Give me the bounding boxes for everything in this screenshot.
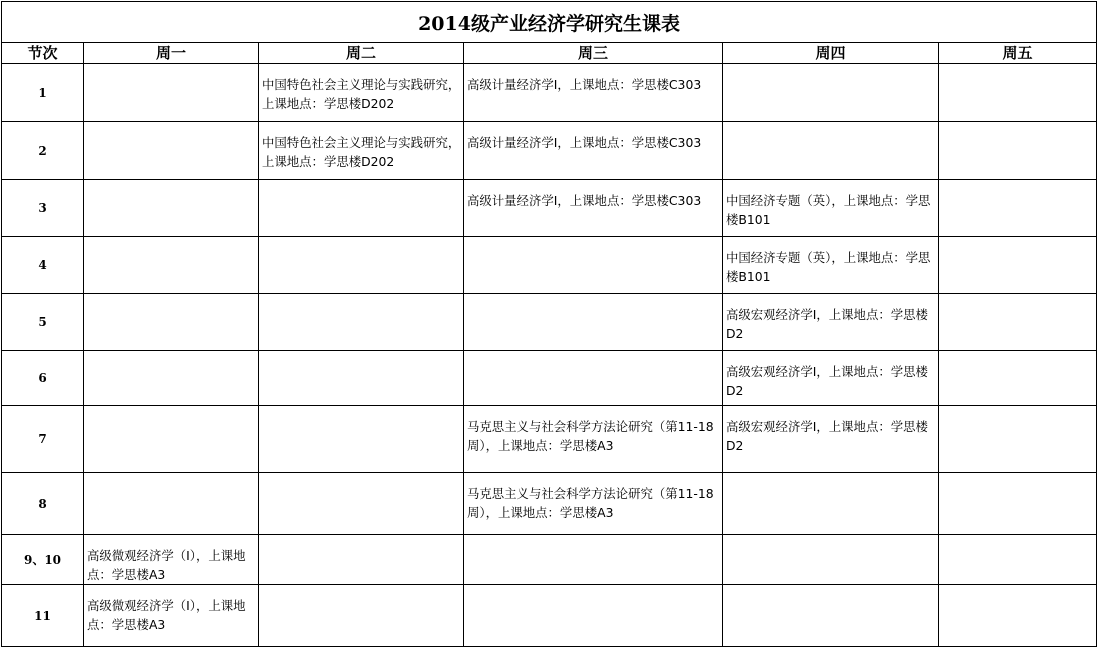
table-row (2, 294, 1097, 351)
course-cell-wednesday[interactable] (464, 64, 723, 122)
course-cell-tuesday[interactable] (259, 535, 464, 585)
course-cell-thursday[interactable] (723, 351, 939, 406)
course-text (939, 535, 1096, 546)
table-row (2, 585, 1097, 647)
course-cell-monday[interactable] (84, 180, 259, 237)
course-cell-wednesday[interactable] (464, 122, 723, 180)
course-text (939, 122, 1096, 133)
course-cell-tuesday[interactable] (259, 64, 464, 122)
course-cell-wednesday[interactable] (464, 473, 723, 535)
course-cell-monday[interactable] (84, 122, 259, 180)
period-cell[interactable]: 2 (2, 122, 84, 180)
course-cell-monday[interactable] (84, 351, 259, 406)
period-cell[interactable]: 3 (2, 180, 84, 237)
course-text (723, 473, 938, 484)
course-text: 高级计量经济学I，上课地点：学思楼C303 (467, 193, 702, 208)
course-cell-wednesday[interactable] (464, 351, 723, 406)
period-cell[interactable]: 5 (2, 294, 84, 351)
course-text (84, 180, 258, 191)
course-text (939, 237, 1096, 248)
course-cell-monday[interactable] (84, 406, 259, 473)
period-cell[interactable]: 4 (2, 237, 84, 294)
course-cell-friday[interactable] (939, 122, 1097, 180)
header-row (2, 43, 1097, 64)
course-text: 高级宏观经济学I，上课地点：学思楼D2 (726, 419, 928, 453)
course-text (723, 64, 938, 75)
course-text (84, 473, 258, 484)
course-cell-friday[interactable] (939, 406, 1097, 473)
course-cell-wednesday[interactable] (464, 406, 723, 473)
course-text (259, 180, 463, 191)
course-cell-wednesday[interactable] (464, 535, 723, 585)
table-row (2, 473, 1097, 535)
course-text: 马克思主义与社会科学方法论研究（第11-18周），上课地点：学思楼A3 (467, 486, 714, 520)
course-cell-friday[interactable] (939, 237, 1097, 294)
course-cell-thursday[interactable] (723, 406, 939, 473)
course-cell-monday[interactable] (84, 535, 259, 585)
course-cell-monday[interactable] (84, 294, 259, 351)
course-text (464, 237, 722, 248)
course-cell-friday[interactable] (939, 351, 1097, 406)
course-cell-thursday[interactable] (723, 64, 939, 122)
schedule-title[interactable]: 2014级产业经济学研究生课表 (2, 2, 1097, 43)
course-cell-tuesday[interactable] (259, 585, 464, 647)
course-cell-friday[interactable] (939, 535, 1097, 585)
course-cell-monday[interactable] (84, 64, 259, 122)
course-cell-friday[interactable] (939, 180, 1097, 237)
course-cell-friday[interactable] (939, 294, 1097, 351)
course-cell-monday[interactable] (84, 237, 259, 294)
header-tuesday[interactable]: 周二 (259, 43, 464, 64)
table-row (2, 406, 1097, 473)
course-text (259, 237, 463, 248)
course-text (84, 237, 258, 248)
course-text (259, 406, 463, 417)
course-text (723, 535, 938, 546)
course-cell-wednesday[interactable] (464, 180, 723, 237)
course-text (84, 294, 258, 305)
course-text (939, 294, 1096, 305)
header-thursday[interactable]: 周四 (723, 43, 939, 64)
course-text: 高级微观经济学（I），上课地点：学思楼A3 (87, 598, 246, 632)
period-cell[interactable]: 8 (2, 473, 84, 535)
course-text (939, 180, 1096, 191)
course-cell-monday[interactable] (84, 473, 259, 535)
course-cell-tuesday[interactable] (259, 406, 464, 473)
period-cell[interactable]: 11 (2, 585, 84, 647)
course-text (259, 585, 463, 596)
course-text (723, 585, 938, 596)
period-cell[interactable]: 7 (2, 406, 84, 473)
course-text: 高级计量经济学I，上课地点：学思楼C303 (467, 135, 702, 150)
table-row (2, 64, 1097, 122)
course-text: 高级微观经济学（I），上课地点：学思楼A3 (87, 548, 246, 582)
course-cell-thursday[interactable] (723, 585, 939, 647)
course-cell-wednesday[interactable] (464, 585, 723, 647)
period-cell[interactable]: 6 (2, 351, 84, 406)
course-text: 高级宏观经济学I，上课地点：学思楼D2 (726, 364, 928, 398)
course-text: 马克思主义与社会科学方法论研究（第11-18周），上课地点：学思楼A3 (467, 419, 714, 453)
course-cell-thursday[interactable] (723, 294, 939, 351)
table-row (2, 180, 1097, 237)
course-cell-thursday[interactable] (723, 473, 939, 535)
course-cell-friday[interactable] (939, 473, 1097, 535)
course-text (464, 585, 722, 596)
table-row (2, 535, 1097, 585)
course-cell-thursday[interactable] (723, 180, 939, 237)
table-row (2, 237, 1097, 294)
course-text (84, 406, 258, 417)
course-text (259, 294, 463, 305)
header-monday[interactable]: 周一 (84, 43, 259, 64)
period-cell[interactable]: 9、10 (2, 535, 84, 585)
course-cell-friday[interactable] (939, 64, 1097, 122)
course-cell-thursday[interactable] (723, 122, 939, 180)
course-text: 中国特色社会主义理论与实践研究，上课地点：学思楼D202 (262, 135, 461, 169)
course-text (464, 351, 722, 362)
course-cell-tuesday[interactable] (259, 351, 464, 406)
course-text (939, 473, 1096, 484)
course-text (939, 585, 1096, 596)
course-text (939, 64, 1096, 75)
course-text (84, 122, 258, 133)
course-text (464, 535, 722, 546)
header-friday[interactable]: 周五 (939, 43, 1097, 64)
table-row (2, 122, 1097, 180)
course-text (259, 473, 463, 484)
course-cell-wednesday[interactable] (464, 294, 723, 351)
course-text: 高级宏观经济学I，上课地点：学思楼D2 (726, 307, 928, 341)
period-cell[interactable]: 1 (2, 64, 84, 122)
course-cell-monday[interactable] (84, 585, 259, 647)
course-cell-thursday[interactable] (723, 535, 939, 585)
course-cell-tuesday[interactable] (259, 294, 464, 351)
course-cell-tuesday[interactable] (259, 180, 464, 237)
course-text (939, 351, 1096, 362)
course-cell-wednesday[interactable] (464, 237, 723, 294)
course-text (84, 64, 258, 75)
course-text (464, 294, 722, 305)
course-text: 中国特色社会主义理论与实践研究，上课地点：学思楼D202 (262, 77, 461, 111)
table-row (2, 351, 1097, 406)
course-cell-tuesday[interactable] (259, 237, 464, 294)
course-text (259, 351, 463, 362)
course-text: 高级计量经济学I，上课地点：学思楼C303 (467, 77, 702, 92)
course-cell-tuesday[interactable] (259, 473, 464, 535)
course-text (259, 535, 463, 546)
course-cell-thursday[interactable] (723, 237, 939, 294)
header-period[interactable]: 节次 (2, 43, 84, 64)
schedule-table (1, 1, 1097, 647)
course-cell-tuesday[interactable] (259, 122, 464, 180)
course-cell-friday[interactable] (939, 585, 1097, 647)
course-text: 中国经济专题（英），上课地点：学思楼B101 (726, 193, 931, 227)
course-text: 中国经济专题（英），上课地点：学思楼B101 (726, 250, 931, 284)
header-wednesday[interactable]: 周三 (464, 43, 723, 64)
course-text (939, 406, 1096, 417)
course-text (723, 122, 938, 133)
course-text (84, 351, 258, 362)
